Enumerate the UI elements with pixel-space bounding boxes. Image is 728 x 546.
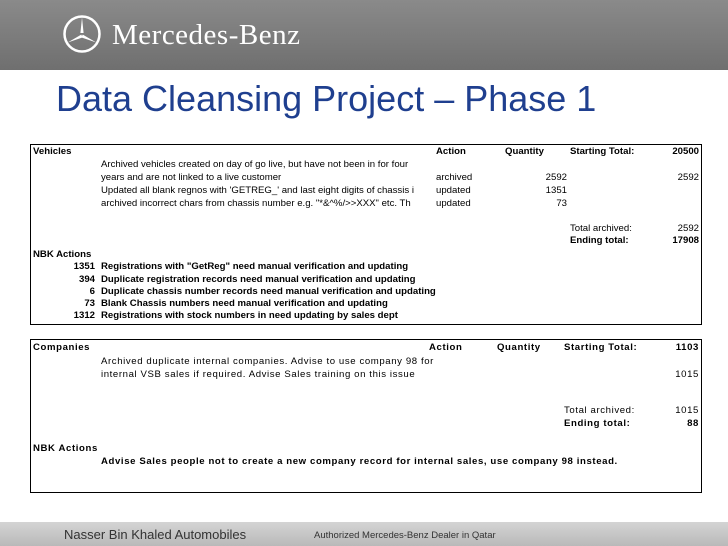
footer-bar	[0, 522, 728, 546]
quantity-column-header: Quantity	[505, 146, 544, 157]
nbk-action-count: 6	[89, 286, 95, 297]
nbk-action-count: 1351	[73, 261, 95, 272]
nbk-action-text: Registrations with stock numbers in need updating by sales dept	[101, 310, 398, 321]
companies-heading: Companies	[33, 342, 91, 353]
starting-total-value: 20500	[672, 146, 699, 157]
quantity-column-header: Quantity	[497, 342, 541, 353]
starting-total-label: Starting Total:	[564, 342, 638, 353]
nbk-action-text: Registrations with "GetReg" need manual verification and updating	[101, 261, 409, 272]
dealer-tagline: Authorized Mercedes-Benz Dealer in Qatar	[314, 530, 496, 541]
company-row-value: 1015	[675, 369, 699, 380]
starting-total-value: 1103	[675, 342, 699, 353]
ending-total-label: Ending total:	[564, 418, 631, 429]
vehicle-row-quantity: 73	[556, 198, 567, 209]
vehicles-table	[30, 144, 702, 325]
vehicle-row-action: updated	[436, 198, 471, 209]
mercedes-star-icon	[62, 14, 102, 54]
vehicles-heading: Vehicles	[33, 146, 72, 157]
nbk-action-count: 394	[78, 274, 95, 285]
nbk-action-count: 73	[84, 298, 95, 309]
vehicle-row-action: updated	[436, 185, 471, 196]
nbk-actions-heading: NBK Actions	[33, 249, 92, 260]
nbk-action-text: Advise Sales people not to create a new company record for internal sales, use company 98 instead.	[101, 456, 618, 467]
vehicle-row-extra: 2592	[677, 172, 699, 183]
company-row-description: internal VSB sales if required. Advise Sales training on this issue	[101, 369, 416, 380]
ending-total-value: 17908	[672, 235, 699, 246]
nbk-action-count: 1312	[73, 310, 95, 321]
vehicle-row-quantity: 2592	[545, 172, 567, 183]
companies-table	[30, 339, 702, 493]
brand-name: Mercedes-Benz	[112, 19, 301, 51]
action-column-header: Action	[429, 342, 463, 353]
nbk-action-text: Duplicate registration records need manual verification and updating	[101, 274, 416, 285]
vehicle-row-description: Updated all blank regnos with 'GETREG_' and last eight digits of chassis i	[101, 185, 414, 196]
vehicle-row-description: Archived vehicles created on day of go live, but have not been in for four	[101, 159, 409, 170]
company-row-description: Archived duplicate internal companies. Advise to use company 98 for	[101, 356, 434, 367]
total-archived-value: 1015	[675, 405, 699, 416]
nbk-actions-heading: NBK Actions	[33, 443, 98, 454]
ending-total-value: 88	[687, 418, 699, 429]
action-column-header: Action	[436, 146, 466, 157]
ending-total-label: Ending total:	[570, 235, 629, 246]
dealer-name: Nasser Bin Khaled Automobiles	[64, 527, 247, 542]
nbk-action-text: Blank Chassis numbers need manual verification and updating	[101, 298, 388, 309]
vehicle-row-description: years and are not linked to a live customer	[101, 172, 282, 183]
nbk-action-text: Duplicate chassis number records need manual verification and updating	[101, 286, 436, 297]
total-archived-value: 2592	[677, 223, 699, 234]
vehicle-row-quantity: 1351	[545, 185, 567, 196]
starting-total-label: Starting Total:	[570, 146, 635, 157]
vehicle-row-action: archived	[436, 172, 473, 183]
total-archived-label: Total archived:	[570, 223, 632, 234]
vehicle-row-description: archived incorrect chars from chassis number e.g. "*&^%/>>XXX" etc. Th	[101, 198, 411, 209]
page-title: Data Cleansing Project – Phase 1	[56, 78, 597, 119]
total-archived-label: Total archived:	[564, 405, 635, 416]
header-bar	[0, 0, 728, 70]
